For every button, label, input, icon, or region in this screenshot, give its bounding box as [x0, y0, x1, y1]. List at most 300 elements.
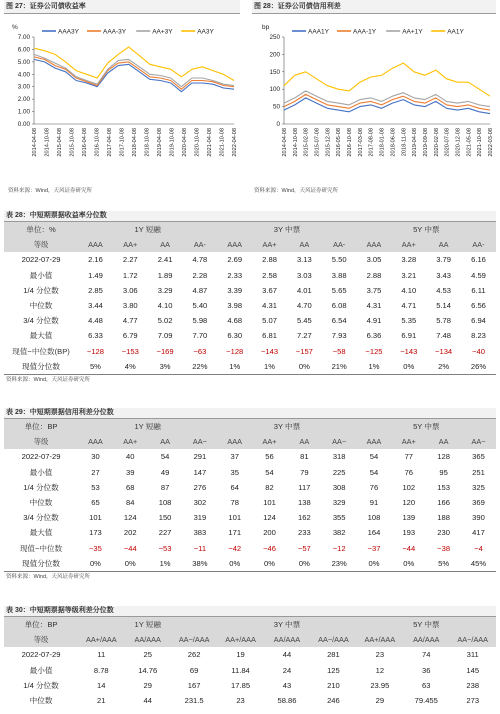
table-cell: 81 [300, 452, 309, 462]
table-row [4, 313, 496, 328]
table-cell: 3.03 [296, 270, 312, 280]
table-cell: 2.85 [88, 285, 103, 295]
table-cell: −125 [365, 346, 383, 356]
row-label: 3/4 分位数 [23, 316, 59, 326]
table-cell: 1.89 [157, 270, 173, 280]
table-cell: 87 [160, 482, 170, 492]
table-cell: 5.78 [436, 316, 451, 326]
table-cell: −143 [260, 346, 279, 356]
group-3y: 3Y 中票 [217, 617, 356, 632]
x-tick-label: 2018-01-08 [379, 128, 386, 157]
table-row [4, 525, 496, 540]
table-row [4, 480, 496, 495]
table-cell: 64 [230, 482, 239, 492]
table-cell: 164 [367, 528, 381, 538]
x-tick-label: 2021-04-08 [207, 128, 213, 157]
table-cell: 7.70 [192, 331, 208, 341]
table-cell: 5% [78, 359, 113, 375]
fig27-svg [4, 16, 240, 184]
unit-cell: 单位：% [4, 222, 78, 237]
sub-header-cell: AA− [182, 434, 217, 449]
table-cell: 390 [472, 513, 485, 523]
table-cell: 273 [466, 696, 480, 706]
table-cell: 231.5 [184, 696, 204, 706]
sub-header-cell: AA− [322, 434, 357, 449]
x-tick-label: 2022-04-08 [232, 128, 238, 157]
row-label: 最小值 [29, 665, 53, 675]
table-cell: 162 [298, 513, 311, 523]
table-cell: 36 [422, 665, 431, 675]
table-cell: 329 [332, 498, 346, 508]
table-cell: 5.65 [331, 285, 347, 295]
table-row [4, 495, 496, 510]
sub-header-cell: AAA [357, 237, 392, 252]
table-cell: 4.31 [262, 301, 277, 311]
table-cell: −63 [193, 346, 207, 356]
table-cell: 76 [404, 467, 414, 477]
table30-body [4, 647, 496, 708]
table-cell: 79.455 [414, 696, 438, 706]
table-row [4, 252, 496, 267]
table-cell: 4.01 [296, 285, 312, 295]
sub-header-cell: AA+ [113, 237, 148, 252]
table-cell: 12 [375, 665, 385, 675]
table-cell: 23 [236, 696, 245, 706]
fig28-source: 资料来源：Wind，天风证券研究所 [254, 188, 339, 194]
table-row [4, 678, 496, 693]
table-cell: 6.79 [122, 331, 138, 341]
unit-cell: 单位：BP [4, 419, 78, 434]
table-row [4, 344, 496, 359]
table-cell: 139 [402, 513, 416, 523]
x-tick-label: 2018-04-08 [132, 128, 138, 157]
row-label: 最小值 [29, 270, 53, 280]
table-cell: 1% [252, 359, 287, 375]
table-cell: 45% [461, 556, 496, 572]
table-cell: 3.06 [122, 285, 138, 295]
table-cell: 95 [439, 467, 448, 477]
table-cell: 318 [332, 452, 346, 462]
table-cell: 54 [369, 467, 379, 477]
table29-block [4, 408, 496, 583]
table-cell: 26% [461, 359, 496, 375]
table-cell: 311 [466, 650, 479, 660]
row-label: 最小值 [29, 467, 53, 477]
legend-label: AA1Y [447, 28, 464, 36]
table-cell: 417 [472, 528, 485, 538]
sub-header-cell: AA- [322, 237, 357, 252]
x-tick-label: 2020-10-08 [194, 128, 201, 157]
table-cell: −44 [402, 543, 416, 553]
table-cell: 8.23 [471, 331, 486, 341]
table-cell: 0% [287, 556, 322, 572]
table-cell: 0% [391, 556, 426, 572]
y-tick-label: 4.00 [17, 71, 30, 79]
x-tick-label: 2020-07-08 [444, 128, 451, 157]
table-cell: 4.77 [122, 316, 138, 326]
table-cell: 5.40 [192, 301, 208, 311]
table-cell: 276 [193, 482, 207, 492]
sub-header-cell: AA−/AAA [449, 632, 496, 647]
table-cell: 49 [160, 467, 170, 477]
row-label: 最大值 [29, 331, 53, 341]
x-tick-label: 2015-04-08 [57, 128, 63, 157]
table28-sub-header [4, 237, 496, 252]
table-cell: 6.54 [331, 316, 347, 326]
table-cell: 2.27 [122, 255, 138, 265]
y-tick-label: 0.00 [17, 121, 30, 128]
table-cell: 167 [187, 680, 201, 690]
table-cell: 3.88 [331, 270, 347, 280]
x-tick-label: 2021-05-08 [466, 128, 473, 157]
table-cell: 6.16 [471, 255, 486, 265]
table-cell: 319 [193, 513, 207, 523]
x-tick-label: 2017-04-08 [107, 128, 113, 157]
table-cell: 21 [97, 696, 106, 706]
legend-label: AA+1Y [402, 28, 423, 36]
table-cell: 22% [182, 359, 217, 375]
table-cell: 3.79 [436, 255, 451, 265]
table-cell: 4.53 [436, 285, 451, 295]
table-cell: −35 [89, 543, 102, 553]
table-cell: 225 [332, 467, 346, 477]
table-cell: 4.71 [401, 301, 417, 311]
sub-header-cell: AAA [357, 434, 392, 449]
row-label: 现值−中位数(BP) [12, 346, 70, 356]
table30-block [4, 606, 496, 708]
group-3y: 3Y 中票 [217, 222, 356, 237]
series-line-AAA-3Y [34, 57, 234, 89]
table30 [4, 617, 496, 708]
table-cell: 27 [91, 467, 100, 477]
table-cell: 7.27 [296, 331, 312, 341]
table-cell: 173 [89, 528, 102, 538]
table-cell: 37 [230, 452, 239, 462]
table-cell: 6.30 [227, 331, 243, 341]
table-cell: 101 [263, 498, 276, 508]
table-cell: −42 [228, 543, 242, 553]
table-cell: 3.44 [88, 301, 103, 311]
table-cell: 11 [97, 650, 106, 660]
table-cell: 14 [97, 680, 106, 690]
row-label: 2022-07-29 [21, 650, 61, 660]
table-cell: 0% [252, 556, 287, 572]
table-cell: 40 [126, 452, 135, 462]
table-cell: 23% [322, 556, 357, 572]
group-1y: 1Y 短融 [78, 419, 217, 434]
table-cell: 58.86 [277, 696, 297, 706]
x-tick-label: 2019-04-08 [157, 128, 163, 157]
table-cell: 383 [193, 528, 207, 538]
sub-header-cell: AA+ [252, 434, 287, 449]
table-cell: 382 [332, 528, 346, 538]
table-cell: 74 [422, 650, 431, 660]
sub-header-cell: AA/AAA [264, 632, 310, 647]
row-label: 1/4 分位数 [23, 285, 59, 295]
table-cell: 5.50 [331, 255, 347, 265]
x-tick-label: 2015-12-08 [325, 128, 332, 157]
table-cell: 6.08 [331, 301, 347, 311]
table-cell: 79 [300, 467, 309, 477]
table-cell: −53 [158, 543, 172, 553]
table-cell: 369 [472, 498, 485, 508]
table28-title: 表 28：中短期票据收益率分位数 [4, 211, 496, 222]
table-cell: 230 [437, 528, 450, 538]
row-label: 1/4 分位数 [23, 680, 59, 690]
table-cell: 125 [327, 665, 340, 675]
table29-source: 资料来源：Wind，天风证券研究所 [6, 573, 91, 580]
x-tick-label: 2014-04-08 [282, 128, 288, 157]
sub-header-cell: AA [148, 434, 183, 449]
table-row [4, 465, 496, 480]
y-tick-label: 1.00 [17, 108, 30, 116]
table-cell: 7.48 [436, 331, 451, 341]
y-tick-label: 0 [276, 121, 280, 128]
table29 [4, 419, 496, 572]
table-cell: −44 [123, 543, 137, 553]
y-axis-label: % [12, 24, 18, 31]
group-5y: 5Y 中票 [357, 222, 496, 237]
table-cell: 53 [91, 482, 100, 492]
table-cell: 238 [466, 680, 480, 690]
table-cell: −46 [263, 543, 276, 553]
series-line-AA1Y [284, 63, 490, 96]
table-cell: 171 [228, 528, 242, 538]
table-cell: 1.49 [88, 270, 103, 280]
unit-cell: 单位：BP [4, 617, 78, 632]
row-label: 现值分位数 [4, 556, 78, 572]
table-cell: 24 [282, 665, 292, 675]
table-cell: 145 [466, 665, 480, 675]
table-cell: 4.59 [471, 270, 486, 280]
table-row [4, 556, 496, 572]
sub-header-cell: AA+ [113, 434, 148, 449]
table-row [4, 647, 496, 662]
table-cell: −4 [474, 543, 483, 553]
table-cell: 117 [298, 482, 311, 492]
table-cell: −38 [437, 543, 451, 553]
table-row [4, 268, 496, 283]
table-cell: 1.72 [122, 270, 138, 280]
row-label: 中位数 [29, 301, 53, 311]
table-cell: 44 [282, 650, 292, 660]
table-cell: 124 [123, 513, 137, 523]
fig27-source: 资料来源：Wind，天风证券研究所 [8, 188, 93, 194]
table-cell: 23 [375, 650, 385, 660]
table-cell: 14.76 [138, 665, 158, 675]
table-cell: 246 [327, 696, 340, 706]
table-cell: −128 [86, 346, 104, 356]
x-tick-label: 2016-10-08 [347, 128, 354, 157]
table-cell: 2.28 [192, 270, 208, 280]
table30-title: 表 30：中短期票据等级利差分位数 [4, 606, 496, 617]
x-tick-label: 2017-03-08 [357, 128, 364, 157]
row-label: 3/4 分位数 [23, 513, 59, 523]
table-cell: 4.10 [157, 301, 173, 311]
table-cell: 128 [437, 452, 450, 462]
y-tick-label: 2.00 [17, 96, 30, 104]
table-cell: 108 [158, 498, 172, 508]
table-cell: 202 [123, 528, 137, 538]
table-cell: 153 [437, 482, 450, 492]
table-cell: 3.75 [366, 285, 382, 295]
table-cell: 102 [402, 482, 416, 492]
table-cell: 23.95 [370, 680, 390, 690]
x-tick-label: 2017-08-08 [368, 128, 375, 157]
table-cell: 35 [230, 467, 239, 477]
y-axis-label: bp [262, 24, 270, 31]
table-cell: 5.35 [401, 316, 417, 326]
x-tick-label: 2015-02-08 [303, 128, 310, 157]
fig28-svg [252, 16, 496, 184]
table-cell: 5.14 [436, 301, 451, 311]
table-row [4, 449, 496, 464]
table-cell: 3.98 [227, 301, 243, 311]
table-cell: 4.91 [366, 316, 382, 326]
table-cell: 4.31 [366, 301, 382, 311]
table-cell: 4.10 [401, 285, 417, 295]
y-tick-label: 100 [269, 86, 280, 94]
x-tick-label: 2021-10-08 [477, 128, 484, 157]
table-row [4, 359, 496, 375]
table-row [4, 693, 496, 708]
group-1y: 1Y 短融 [78, 617, 217, 632]
series-line-AAA3Y [34, 59, 234, 91]
x-tick-label: 2020-04-08 [182, 128, 188, 157]
fig28-title: 图 28：证券公司债信用利差 [252, 0, 496, 14]
table-cell: 5.98 [192, 316, 208, 326]
table-cell: 0% [78, 556, 113, 572]
table-cell: −143 [400, 346, 418, 356]
table-cell: 78 [230, 498, 239, 508]
table-cell: 54 [160, 452, 170, 462]
table-cell: 302 [193, 498, 207, 508]
sub-header-cell: AA+ [252, 237, 287, 252]
table-cell: 4.78 [192, 255, 208, 265]
table-cell: 7.09 [157, 331, 173, 341]
table-cell: 6.33 [88, 331, 103, 341]
table-cell: 91 [369, 498, 379, 508]
table-cell: −169 [156, 346, 174, 356]
sub-header-cell: AA/AAA [124, 632, 170, 647]
table-cell: 82 [265, 482, 274, 492]
row-label: 中位数 [29, 498, 53, 508]
table-cell: 69 [189, 665, 199, 675]
table-cell: 4.70 [296, 301, 312, 311]
table-cell: 6.81 [262, 331, 277, 341]
legend-label: AA+3Y [152, 28, 173, 36]
table-cell: 124 [263, 513, 276, 523]
y-tick-label: 6.00 [17, 46, 30, 54]
table-cell: 25 [143, 650, 152, 660]
x-tick-label: 2016-04-08 [82, 128, 88, 157]
table-cell: 56 [265, 452, 274, 462]
table-cell: 21% [322, 359, 357, 375]
table-cell: 138 [298, 498, 311, 508]
sub-header-cell: AAA [78, 434, 113, 449]
table-cell: 2.16 [88, 255, 103, 265]
sub-header-cell: AA+ [391, 237, 426, 252]
table-cell: 325 [472, 482, 485, 492]
table-cell: 11.84 [231, 665, 250, 675]
sub-header-cell: AA [287, 237, 322, 252]
x-tick-label: 2015-07-08 [314, 128, 321, 157]
sub-header-cell: AA/AAA [403, 632, 449, 647]
table-cell: −11 [193, 543, 207, 553]
x-tick-label: 2014-04-08 [32, 128, 38, 157]
table-cell: 188 [437, 513, 450, 523]
y-tick-label: 5.00 [17, 58, 30, 66]
table-cell: 147 [193, 467, 207, 477]
table28-source: 资料来源：Wind，天风证券研究所 [6, 376, 91, 383]
table-cell: 43 [282, 680, 292, 690]
row-label: 2022-07-29 [21, 255, 61, 265]
sub-header-cell: AAA [217, 237, 252, 252]
table-cell: 365 [472, 452, 485, 462]
table-cell: 6.36 [366, 331, 382, 341]
fig27-yield-chart [4, 0, 240, 205]
table-cell: 84 [126, 498, 135, 508]
grade-cell: 等级 [4, 237, 78, 252]
table-cell: 281 [327, 650, 340, 660]
table-cell: 1% [217, 359, 252, 375]
row-label: 2022-07-29 [21, 452, 61, 462]
table-cell: 3.28 [401, 255, 417, 265]
x-tick-label: 2022-03-08 [488, 128, 494, 157]
table-row [4, 541, 496, 556]
table-cell: 6.91 [401, 331, 417, 341]
x-tick-label: 2016-05-08 [336, 128, 343, 157]
table-cell: 101 [228, 513, 242, 523]
table29-body [4, 449, 496, 571]
table-cell: 77 [404, 452, 414, 462]
legend-label: AA3Y [197, 28, 214, 36]
table-cell: 1% [148, 556, 183, 572]
legend-label: AAA1Y [308, 28, 329, 36]
legend-label: AAA3Y [58, 28, 79, 36]
table-cell: 0% [287, 359, 322, 375]
table-cell: −40 [472, 346, 485, 356]
legend-label: AAA-3Y [103, 28, 127, 36]
table-cell: −128 [226, 346, 244, 356]
table30-group-header [4, 617, 496, 632]
table28-body [4, 252, 496, 374]
fig28-spread-chart [252, 0, 496, 205]
table-cell: −58 [332, 346, 346, 356]
y-tick-label: 200 [269, 51, 280, 59]
table-cell: 233 [298, 528, 311, 538]
sub-header-cell: AA+/AAA [217, 632, 263, 647]
table29-title: 表 29：中短期票据信用利差分位数 [4, 408, 496, 419]
table28-group-header [4, 222, 496, 237]
y-tick-label: 250 [269, 34, 280, 41]
grade-cell: 等级 [4, 434, 78, 449]
sub-header-cell: AA [287, 434, 322, 449]
sub-header-cell: AA+/AAA [357, 632, 403, 647]
table-cell: 200 [263, 528, 276, 538]
table-cell: 1% [357, 359, 392, 375]
table-cell: 2.41 [157, 255, 173, 265]
sub-header-cell: AA−/AAA [171, 632, 217, 647]
table-cell: 227 [158, 528, 172, 538]
row-label: 现值分位数 [4, 359, 78, 375]
table-row [4, 510, 496, 525]
table-cell: 6.11 [471, 285, 486, 295]
table-row [4, 283, 496, 298]
grade-cell: 等级 [4, 632, 78, 647]
table-cell: 0% [391, 359, 426, 375]
table-cell: 54 [265, 467, 274, 477]
